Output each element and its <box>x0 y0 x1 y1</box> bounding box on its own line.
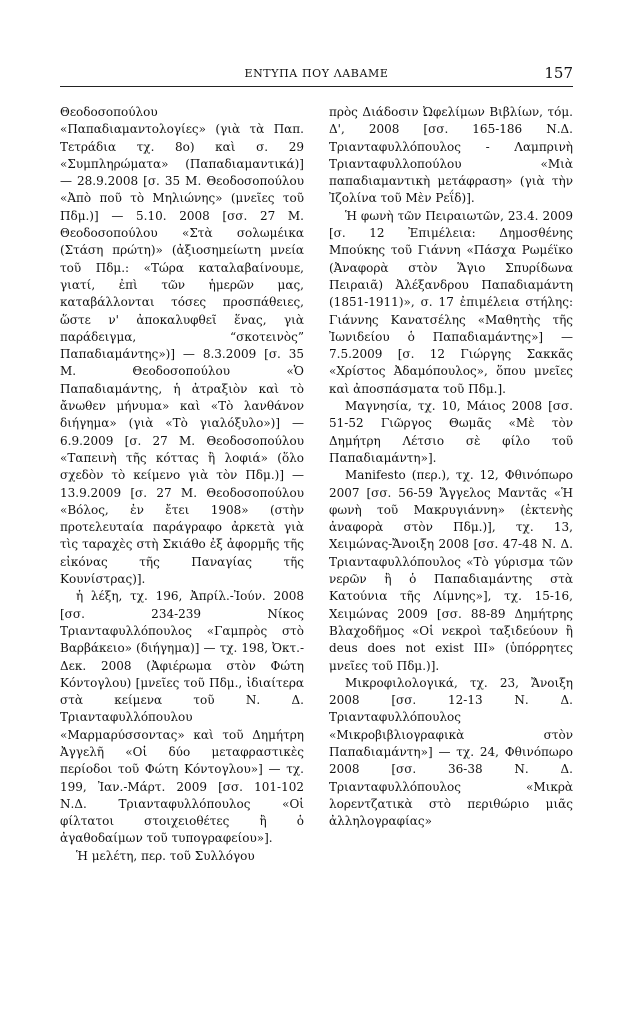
running-head: ΕΝΤΥΠΑ ΠΟΥ ΛΑΒΑΜΕ <box>244 67 389 80</box>
paragraph: πρὸς Διάδοσιν Ὠφελίμων Βιβλίων, τόμ. Δ', 2008 [σσ. 165-186 Ν.Δ. Τριανταφυλλόπουλος - Λαμπρινὴ Τριανταφυλλοπούλου «Μιὰ παπαδιαμαντικὴ μετάφραση» (γιὰ τὴν Ἰζολίνα τοῦ Μὲν Ρεΐδ)]. <box>329 105 573 206</box>
page-number: 157 <box>544 64 573 82</box>
paragraph: Manifesto (περ.), τχ. 12, Φθινόπωρο 2007 [σσ. 56-59 Ἄγγελος Μαντᾶς «Ἡ φωνὴ τοῦ Μακρυγιάννη» (ἐκτενὴς ἀναφορὰ στὸν Πδμ.)], τχ. 13, Χειμώνας-Ἄνοιξη 2008 [σσ. 47-48 Ν. Δ. Τριανταφυλλόπουλος «Τὸ γύρισμα τῶν νερῶν ἢ ὁ Παπαδιαμάντης στὰ Κατούνια τῆς Λίμνης»], τχ. 15-16, Χειμώνας 2009 [σσ. 88-89 Δημήτρης Βλαχοδῆμος «Οἱ νεκροὶ ταξιδεύουν ἢ deus does not exist III» (ὑπόρρητες μνεῖες τοῦ Πδμ.)]. <box>329 468 573 673</box>
paragraph: Ἡ μελέτη, περ. τοῦ Συλλόγου <box>76 848 255 863</box>
paragraph: ἡ λέξη, τχ. 196, Ἀπρίλ.-Ἰούν. 2008 [σσ. 234-239 Νίκος Τριανταφυλλόπουλος «Γαμπρὸς στὸ Βαρβάκειο» (διήγημα)] — τχ. 198, Ὀκτ.-Δεκ. 2008 (Ἀφιέρωμα στὸν Φώτη Κόντογλου) [μνεῖες τοῦ Πδμ., ἰδιαίτερα στὰ κείμενα τοῦ Ν. Δ. Τριανταφυλλόπουλου «Μαρμαρύσσοντας» καὶ τοῦ Δημήτρη Ἀγγελῆ «Οἱ δύο μεταφραστικὲς περίοδοι τοῦ Φώτη Κόντογλου»] — τχ. 199, Ἰαν.-Μάρτ. 2009 [σσ. 101-102 Ν.Δ. Τριανταφυλλόπουλος «Οἱ φίλτατοι στοιχειοθέτες ἢ ὁ ἀγαθοδαίμων τοῦ τυπογραφείου»]. <box>60 589 304 846</box>
paragraph: Μικροφιλολογικά, τχ. 23, Ἄνοιξη 2008 [σσ. 12-13 Ν. Δ. Τριανταφυλλόπουλος «Μικροβιβλιογραφικὰ στὸν Παπαδιαμάντη»] — τχ. 24, Φθινόπωρο 2008 [σσ. 36-38 Ν. Δ. Τριανταφυλλόπουλος «Μικρὰ λορεντζατικὰ στὸ περιθώριο μιᾶς ἀλληλογραφίας» <box>329 675 573 829</box>
paragraph: Ἡ φωνὴ τῶν Πειραιωτῶν, 23.4. 2009 [σ. 12 Ἐπιμέλεια: Δημοσθένης Μπούκης τοῦ Γιάννη «Πάσχα Ρωμέϊκο (Ἀναφορὰ στὸν Ἅγιο Σπυρίδωνα Πειραιᾶ) Ἀλέξανδρου Παπαδιαμάντη (1851-1911)», σ. 17 ἐπιμέλεια στήλης: Γιάννης Κανατσέλης «Μαθητὴς τῆς Ἰωνιδείου ὁ Παπαδιαμάντης»] — 7.5.2009 [σ. 12 Γιώργης Σακκᾶς «Χρίστος Ἀδαμόπουλος», ὅπου μνεῖες καὶ ἀποσπάσματα τοῦ Πδμ.]. <box>329 208 573 396</box>
right-column <box>329 104 573 830</box>
paragraph: Θεοδοσοπούλου «Παπαδιαμαντολογίες» (γιὰ τὰ Παπ. Τετράδια τχ. 8ο) καὶ σ. 29 «Συμπληρώματα» (Παπαδιαμαντικά)] — 28.9.2008 [σ. 35 Μ. Θεοδοσοπούλου «Ἀπὸ ποῦ τὸ Μηλιώνης» (μνεῖες τοῦ Πδμ.)] — 5.10. 2008 [σσ. 27 Μ. Θεοδοσοπούλου «Στὰ σολωμέικα (Στάση πρώτη)» (ἀξιοσημείωτη μνεία τοῦ Πδμ.: «Τώρα καταλαβαίνουμε, γιατί, ἐπὶ τῶν ἡμερῶν μας, καταβάλλονται τόσες προσπάθειες, ὥστε ν' ἀποκαλυφθεῖ ἕνας, γιὰ παράδειγμα, “σκοτεινὸς” Παπαδιαμάντης»)] — 8.3.2009 [σ. 35 Μ. Θεοδοσοπούλου «Ὁ Παπαδιαμάντης, ἡ ἀτραξιὸν καὶ τὸ ἄνωθεν μήνυμα» καὶ «Τὸ λανθάνον διήγημα» (γιὰ «Τὸ γιαλόξυλο»)] — 6.9.2009 [σ. 27 Μ. Θεοδοσοπούλου «Ταπεινὴ τῆς κόττας ἢ λοφιά» (ὅλο σχεδὸν τὸ κείμενο γιὰ τὸν Πδμ.)] — 13.9.2009 [σ. 27 Μ. Θεοδοσοπούλου «Βόλος, ἐν ἔτει 1908» (στὴν προτελευταία παράγραφο ἀρκετὰ γιὰ τὶς ταραχὲς στὴ Σκιάθο ἐξ ἀφορμῆς τῆς εἰκόνας τῆς Παναγίας τῆς Κουνίστρας)]. <box>60 105 304 587</box>
paragraph: Μαγνησία, τχ. 10, Μάιος 2008 [σσ. 51-52 Γιῶργος Θωμᾶς «Μὲ τὸν Δημήτρη Λέτσιο σὲ φίλο τοῦ Παπαδιαμάντη»]. <box>329 399 573 465</box>
left-column <box>60 104 304 865</box>
page-header <box>60 64 573 87</box>
